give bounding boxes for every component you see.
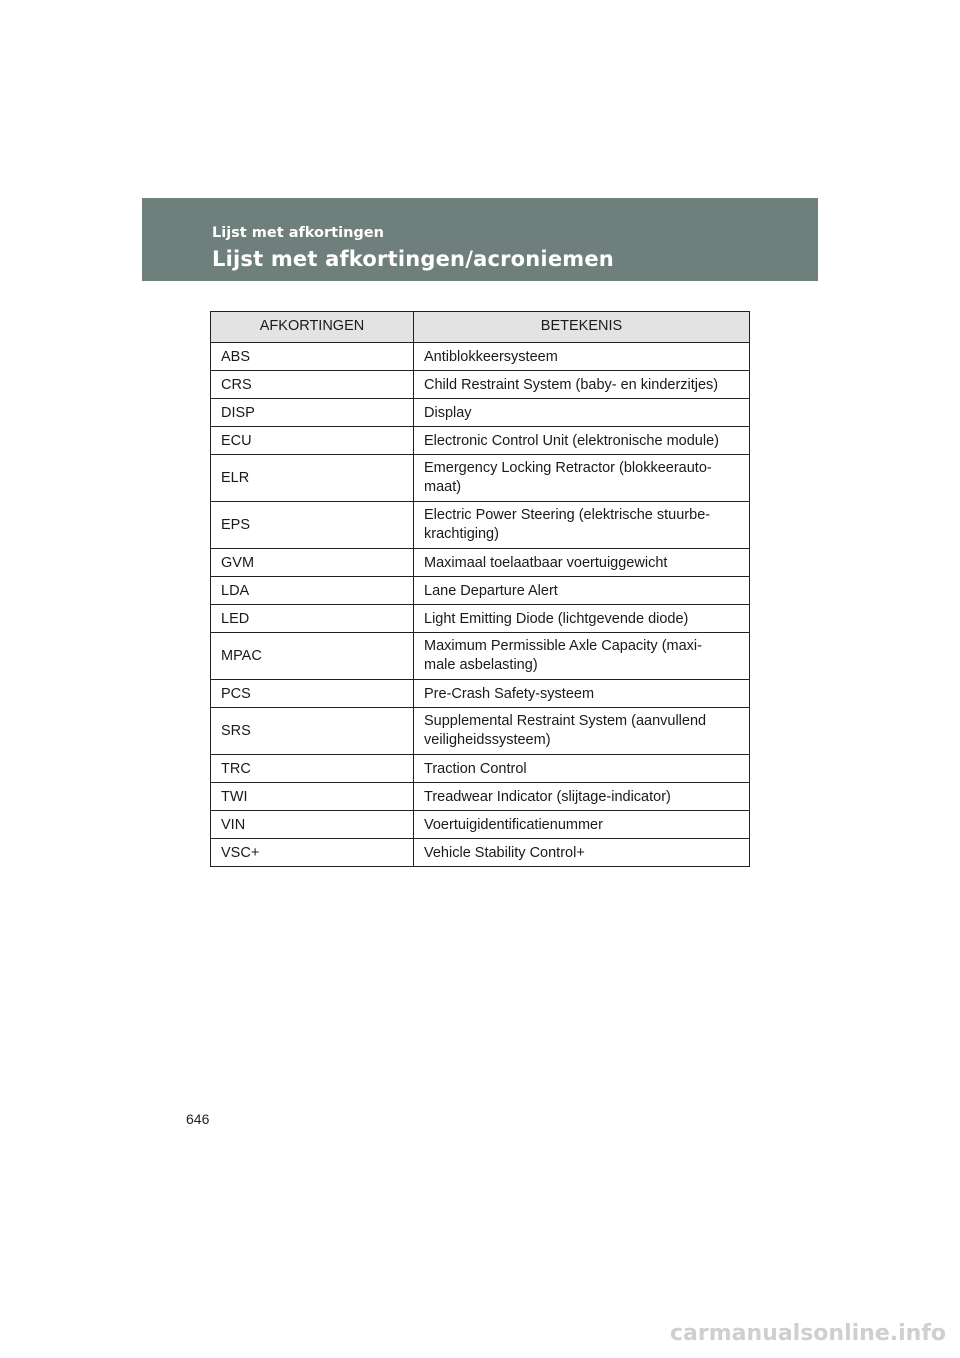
table-row [211,755,750,783]
meaning-cell: Display [414,399,750,427]
meaning-cell: Light Emitting Diode (lichtgevende diode) [414,605,750,633]
abbreviation-cell: PCS [211,680,414,708]
table-body [211,343,750,867]
table-row [211,708,750,755]
table-row [211,633,750,680]
meaning-cell: Pre-Crash Safety-systeem [414,680,750,708]
meaning-cell: Traction Control [414,755,750,783]
table-header-row [211,312,750,343]
abbreviation-cell: MPAC [211,633,414,680]
abbreviation-cell: SRS [211,708,414,755]
abbreviations-table [210,311,750,867]
table-row [211,399,750,427]
column-header-abbreviation: AFKORTINGEN [211,312,414,343]
meaning-cell: Supplemental Restraint System (aanvullend veiligheidssysteem) [414,708,750,755]
meaning-cell: Child Restraint System (baby- en kinderzitjes) [414,371,750,399]
meaning-cell: Emergency Locking Retractor (blokkeerauto- maat) [414,455,750,502]
abbreviation-cell: GVM [211,549,414,577]
abbreviation-cell: ABS [211,343,414,371]
meaning-cell: Antiblokkeersysteem [414,343,750,371]
meaning-cell: Lane Departure Alert [414,577,750,605]
abbreviation-cell: CRS [211,371,414,399]
section-label: Lijst met afkortingen [212,225,384,241]
header-band [142,198,818,281]
watermark: carmanualsonline.info [670,1321,946,1346]
table-row [211,811,750,839]
table-row [211,549,750,577]
meaning-cell: Maximaal toelaatbaar voertuiggewicht [414,549,750,577]
meaning-cell: Vehicle Stability Control+ [414,839,750,867]
abbreviation-cell: TWI [211,783,414,811]
table-row [211,839,750,867]
meaning-cell: Maximum Permissible Axle Capacity (maxi- male asbelasting) [414,633,750,680]
abbreviation-cell: LDA [211,577,414,605]
table-row [211,343,750,371]
meaning-cell: Voertuigidentificatienummer [414,811,750,839]
abbreviation-cell: LED [211,605,414,633]
abbreviation-cell: VIN [211,811,414,839]
table-row [211,455,750,502]
abbreviation-cell: EPS [211,502,414,549]
abbreviation-cell: ELR [211,455,414,502]
abbreviation-cell: ECU [211,427,414,455]
table-row [211,783,750,811]
meaning-cell: Treadwear Indicator (slijtage-indicator) [414,783,750,811]
table-row [211,577,750,605]
meaning-cell: Electric Power Steering (elektrische stuurbe- krachtiging) [414,502,750,549]
meaning-cell: Electronic Control Unit (elektronische module) [414,427,750,455]
abbreviation-cell: TRC [211,755,414,783]
table-row [211,605,750,633]
table-row [211,371,750,399]
table-row [211,427,750,455]
page-number: 646 [186,1111,210,1127]
abbreviation-cell: VSC+ [211,839,414,867]
abbreviation-cell: DISP [211,399,414,427]
table-row [211,502,750,549]
table-row [211,680,750,708]
column-header-meaning: BETEKENIS [414,312,750,343]
page-title: Lijst met afkortingen/acroniemen [212,247,614,271]
